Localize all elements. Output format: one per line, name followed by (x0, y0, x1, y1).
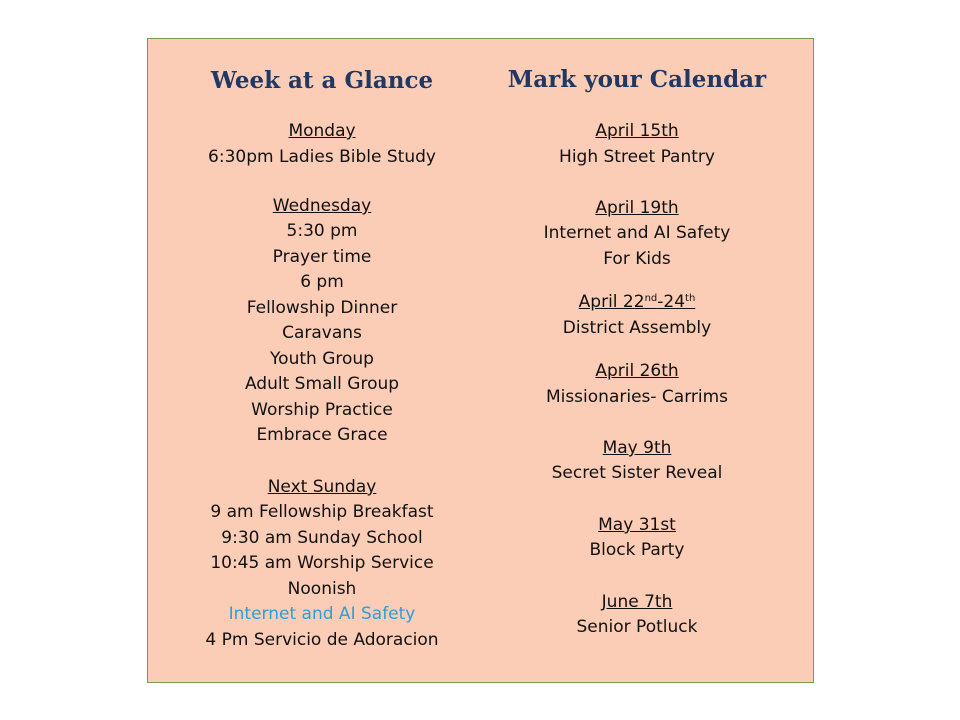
date-part: April 22 (578, 292, 645, 312)
date-part: -24 (657, 292, 686, 312)
wednesday-item: 6 pm (300, 272, 344, 292)
event-date: April 26th (595, 361, 679, 381)
event-date: June 7th (601, 592, 673, 612)
wednesday-item: Youth Group (270, 349, 374, 369)
event-line: Block Party (589, 540, 685, 560)
wednesday-item: Caravans (282, 323, 362, 343)
sunday-item: Noonish (287, 579, 357, 599)
sunday-item: 9:30 am Sunday School (221, 528, 423, 548)
sunday-item: 9 am Fellowship Breakfast (210, 502, 434, 522)
event-line: Senior Potluck (576, 617, 698, 637)
monday-heading: Monday (288, 121, 356, 141)
event-line: For Kids (603, 249, 671, 269)
bulletin-panel (147, 38, 814, 683)
event-line: High Street Pantry (559, 147, 715, 167)
event-date: May 31st (598, 515, 676, 535)
monday-item: 6:30pm Ladies Bible Study (208, 147, 436, 167)
wednesday-item: Adult Small Group (244, 374, 400, 394)
event-line: Internet and AI Safety (543, 223, 731, 243)
event-line: Missionaries- Carrims (545, 387, 729, 407)
event-line: Secret Sister Reveal (551, 463, 723, 483)
event-line: District Assembly (562, 318, 712, 338)
calendar-title: Mark your Calendar (507, 66, 767, 93)
sunday-item-highlight: Internet and AI Safety (228, 604, 416, 624)
date-suffix: th (685, 293, 696, 304)
wednesday-item: Worship Practice (251, 400, 393, 420)
event-date: April 19th (595, 198, 679, 218)
wednesday-item: Embrace Grace (256, 425, 388, 445)
sunday-heading: Next Sunday (267, 477, 377, 497)
wednesday-item: Fellowship Dinner (246, 298, 398, 318)
wednesday-heading: Wednesday (272, 196, 372, 216)
week-title: Week at a Glance (210, 67, 434, 94)
wednesday-item: 5:30 pm (286, 221, 358, 241)
wednesday-item: Prayer time (272, 247, 372, 267)
sunday-item: 10:45 am Worship Service (210, 553, 434, 573)
event-date: April 15th (595, 121, 679, 141)
event-date-range (478, 292, 796, 312)
sunday-item: 4 Pm Servicio de Adoracion (205, 630, 439, 650)
event-date: May 9th (602, 438, 672, 458)
date-suffix: nd (644, 293, 658, 304)
